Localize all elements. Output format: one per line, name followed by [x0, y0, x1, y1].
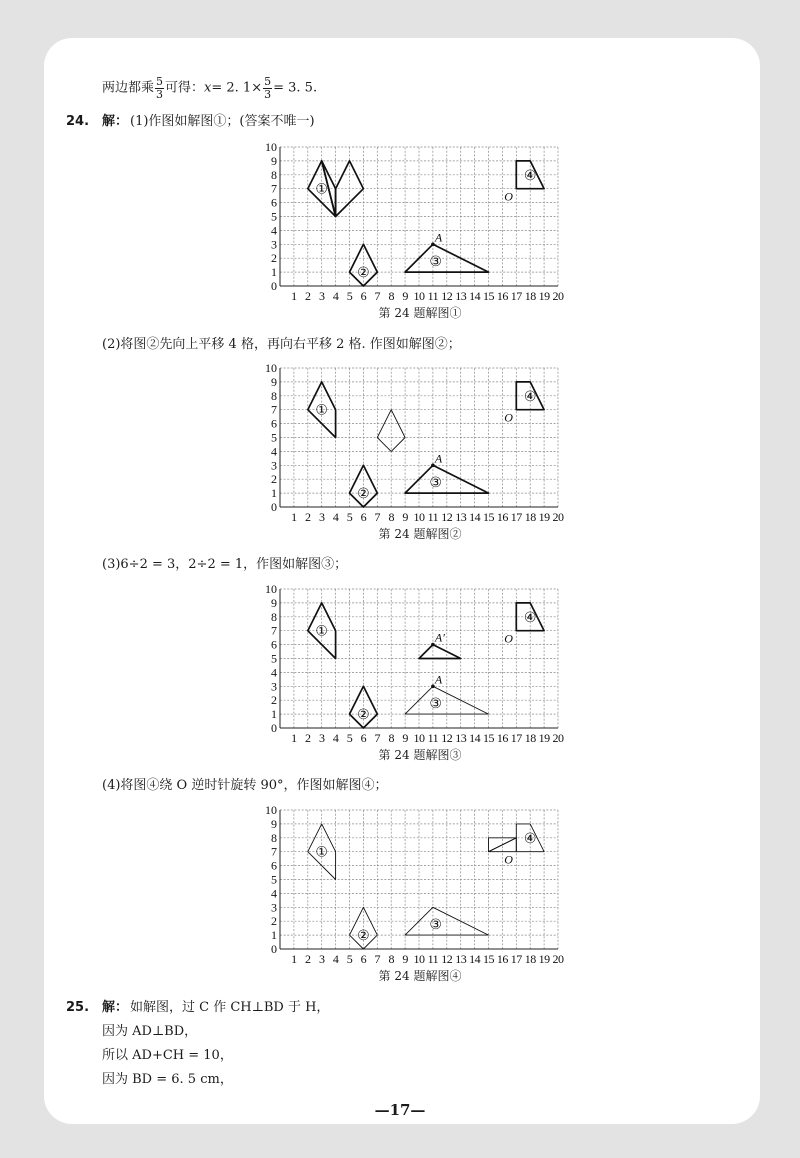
figure-grid-4 — [265, 803, 564, 968]
x-tick-label: 11 — [427, 510, 439, 524]
y-tick-label: 1 — [271, 707, 277, 722]
x-tick-label: 8 — [388, 952, 394, 966]
y-tick-label: 2 — [271, 914, 277, 929]
x-tick-label: 17 — [510, 510, 522, 524]
y-tick-label: 5 — [271, 209, 277, 224]
x-tick-label: 12 — [441, 731, 453, 745]
q25-line3: 所以 AD+CH = 10， — [102, 1048, 233, 1063]
shape-number-label: ② — [357, 707, 370, 724]
page-number: —17— — [374, 1101, 426, 1119]
y-tick-label: 3 — [271, 237, 277, 252]
y-tick-label: 3 — [271, 900, 277, 915]
x-tick-label: 15 — [483, 731, 494, 745]
x-tick-label: 19 — [538, 289, 550, 303]
point-label: A′ — [434, 630, 445, 645]
shape-number-label: ① — [315, 844, 328, 861]
y-tick-label: 5 — [271, 872, 277, 887]
x-tick-label: 14 — [469, 952, 481, 966]
y-tick-label: 8 — [271, 388, 277, 403]
x-tick-label: 10 — [413, 952, 425, 966]
y-tick-label: 6 — [271, 416, 277, 431]
q24-part4: (4)将图④绕 O 逆时针旋转 90°，作图如解图④； — [102, 778, 388, 793]
origin-label: O — [504, 631, 513, 646]
y-tick-label: 0 — [271, 500, 277, 514]
y-tick-label: 10 — [265, 803, 277, 817]
x-tick-label: 20 — [552, 289, 564, 303]
shape-number-label: ① — [315, 181, 328, 198]
origin-label: O — [504, 189, 513, 204]
figure-grid-1 — [265, 140, 564, 305]
y-tick-label: 6 — [271, 858, 277, 873]
y-tick-label: 6 — [271, 637, 277, 652]
equation-line — [102, 76, 317, 100]
y-tick-label: 1 — [271, 928, 277, 943]
shape-number-label: ③ — [429, 474, 442, 491]
x-tick-label: 7 — [374, 952, 381, 966]
x-tick-label: 3 — [318, 731, 325, 745]
x-tick-label: 18 — [524, 510, 536, 524]
shape-number-label: ④ — [523, 167, 537, 184]
q25-number: 25. — [66, 1000, 90, 1015]
x-tick-label: 2 — [305, 731, 311, 745]
y-tick-label: 7 — [271, 402, 277, 417]
x-tick-label: 4 — [332, 510, 339, 524]
q25-line2: 因为 AD⊥BD， — [102, 1024, 198, 1039]
x-tick-label: 9 — [402, 952, 408, 966]
x-tick-label: 19 — [538, 952, 550, 966]
x-tick-label: 18 — [524, 289, 536, 303]
x-tick-label: 7 — [374, 289, 381, 303]
x-tick-label: 14 — [469, 510, 481, 524]
y-tick-label: 2 — [271, 693, 277, 708]
shape-number-label: ③ — [429, 253, 442, 270]
x-tick-label: 7 — [374, 510, 381, 524]
shape-number-label: ① — [315, 402, 328, 419]
x-tick-label: 4 — [332, 731, 339, 745]
x-tick-label: 10 — [413, 289, 425, 303]
x-tick-label: 17 — [510, 731, 522, 745]
y-tick-label: 6 — [271, 195, 277, 210]
x-tick-label: 8 — [388, 510, 394, 524]
x-tick-label: 1 — [291, 289, 297, 303]
x-tick-label: 16 — [496, 289, 508, 303]
y-tick-label: 7 — [271, 844, 277, 859]
q24-number: 24. — [66, 114, 90, 129]
shape-number-label: ④ — [523, 609, 537, 626]
eq-part: = 2. 1× — [211, 80, 263, 96]
eq-x: x — [204, 80, 212, 96]
x-tick-label: 5 — [346, 731, 353, 745]
y-tick-label: 8 — [271, 609, 277, 624]
x-tick-label: 13 — [455, 952, 467, 966]
x-tick-label: 3 — [318, 952, 325, 966]
x-tick-label: 20 — [552, 731, 564, 745]
x-tick-label: 1 — [291, 731, 297, 745]
figure-caption-1: 第 24 题解图① — [378, 306, 462, 320]
x-tick-label: 17 — [510, 952, 522, 966]
y-tick-label: 5 — [271, 651, 277, 666]
x-tick-label: 16 — [496, 510, 508, 524]
x-tick-label: 9 — [402, 731, 408, 745]
y-tick-label: 4 — [271, 444, 277, 459]
x-tick-label: 18 — [524, 731, 536, 745]
shape-number-label: ② — [357, 486, 370, 503]
x-tick-label: 1 — [291, 952, 297, 966]
y-tick-label: 10 — [265, 361, 277, 375]
q25-solution-label: 解： — [102, 1000, 129, 1015]
shape-number-label: ③ — [429, 916, 442, 933]
y-tick-label: 9 — [271, 153, 277, 168]
y-tick-label: 7 — [271, 623, 277, 638]
y-tick-label: 9 — [271, 595, 277, 610]
y-tick-label: 10 — [265, 582, 277, 596]
x-tick-label: 5 — [346, 510, 353, 524]
y-tick-label: 0 — [271, 279, 277, 293]
x-tick-label: 11 — [427, 289, 439, 303]
y-tick-label: 7 — [271, 181, 277, 196]
point-label: A — [434, 672, 443, 687]
frac-num: 5 — [264, 75, 272, 88]
x-tick-label: 15 — [483, 510, 494, 524]
y-tick-label: 4 — [271, 665, 277, 680]
figure-caption-4: 第 24 题解图④ — [378, 969, 462, 983]
y-tick-label: 9 — [271, 374, 277, 389]
y-tick-label: 0 — [271, 721, 277, 735]
origin-label: O — [504, 410, 513, 425]
y-tick-label: 4 — [271, 223, 277, 238]
x-tick-label: 9 — [402, 510, 408, 524]
x-tick-label: 3 — [318, 289, 325, 303]
figure-grid-3 — [265, 582, 564, 747]
y-tick-label: 4 — [271, 886, 277, 901]
x-tick-label: 4 — [332, 952, 339, 966]
y-tick-label: 5 — [271, 430, 277, 445]
x-tick-label: 12 — [441, 952, 453, 966]
shape-number-label: ④ — [523, 830, 537, 847]
figure-grid-2 — [265, 361, 564, 526]
x-tick-label: 13 — [455, 510, 467, 524]
q24-part1: (1)作图如解图①；(答案不唯一) — [130, 114, 315, 129]
x-tick-label: 9 — [402, 289, 408, 303]
frac-den: 3 — [156, 87, 164, 101]
y-tick-label: 0 — [271, 942, 277, 956]
x-tick-label: 15 — [483, 952, 494, 966]
y-tick-label: 2 — [271, 251, 277, 266]
fraction-5-3-b — [263, 76, 272, 100]
x-tick-label: 6 — [360, 952, 367, 966]
x-tick-label: 10 — [413, 731, 425, 745]
x-tick-label: 3 — [318, 510, 325, 524]
x-tick-label: 18 — [524, 952, 536, 966]
x-tick-label: 4 — [332, 289, 339, 303]
x-tick-label: 14 — [469, 731, 481, 745]
x-tick-label: 1 — [291, 510, 297, 524]
y-tick-label: 3 — [271, 458, 277, 473]
x-tick-label: 10 — [413, 510, 425, 524]
y-tick-label: 10 — [265, 140, 277, 154]
fraction-5-3 — [155, 76, 164, 100]
x-tick-label: 16 — [496, 952, 508, 966]
q25-line4: 因为 BD = 6. 5 cm， — [102, 1072, 233, 1087]
q25-line1: 如解图，过 C 作 CH⊥BD 于 H， — [130, 1000, 330, 1015]
x-tick-label: 19 — [538, 731, 550, 745]
x-tick-label: 20 — [552, 952, 564, 966]
x-tick-label: 19 — [538, 510, 550, 524]
x-tick-label: 6 — [360, 731, 367, 745]
x-tick-label: 7 — [374, 731, 381, 745]
point-label: A — [434, 230, 443, 245]
y-tick-label: 1 — [271, 265, 277, 280]
x-tick-label: 8 — [388, 731, 394, 745]
q24-solution-label: 解： — [102, 114, 129, 129]
x-tick-label: 5 — [346, 289, 353, 303]
x-tick-label: 16 — [496, 731, 508, 745]
y-tick-label: 1 — [271, 486, 277, 501]
q24-part3: (3)6÷2 = 3，2÷2 = 1，作图如解图③； — [102, 557, 348, 572]
shape-number-label: ③ — [429, 695, 442, 712]
shape-number-label: ① — [315, 623, 328, 640]
x-tick-label: 14 — [469, 289, 481, 303]
x-tick-label: 17 — [510, 289, 522, 303]
x-tick-label: 15 — [483, 289, 494, 303]
x-tick-label: 12 — [441, 510, 453, 524]
x-tick-label: 12 — [441, 289, 453, 303]
figure-shape — [419, 645, 461, 659]
eq-prefix: 两边都乘 — [102, 80, 155, 96]
y-tick-label: 3 — [271, 679, 277, 694]
y-tick-label: 9 — [271, 816, 277, 831]
x-tick-label: 13 — [455, 731, 467, 745]
q24-part2: (2)将图②先向上平移 4 格，再向右平移 2 格. 作图如解图②； — [102, 337, 461, 352]
x-tick-label: 2 — [305, 510, 311, 524]
x-tick-label: 6 — [360, 510, 367, 524]
eq-middle: 可得： — [165, 80, 205, 96]
x-tick-label: 11 — [427, 952, 439, 966]
x-tick-label: 11 — [427, 731, 439, 745]
y-tick-label: 8 — [271, 167, 277, 182]
x-tick-label: 2 — [305, 952, 311, 966]
figure-caption-3: 第 24 题解图③ — [378, 748, 462, 762]
x-tick-label: 2 — [305, 289, 311, 303]
figure-caption-2: 第 24 题解图② — [378, 527, 462, 541]
origin-label: O — [504, 852, 513, 867]
x-tick-label: 20 — [552, 510, 564, 524]
x-tick-label: 13 — [455, 289, 467, 303]
shape-number-label: ④ — [523, 388, 537, 405]
x-tick-label: 5 — [346, 952, 353, 966]
x-tick-label: 8 — [388, 289, 394, 303]
shape-number-label: ② — [357, 265, 370, 282]
x-tick-label: 6 — [360, 289, 367, 303]
point-label: A — [434, 451, 443, 466]
y-tick-label: 2 — [271, 472, 277, 487]
frac-num: 5 — [156, 75, 164, 88]
shape-number-label: ② — [357, 928, 370, 945]
y-tick-label: 8 — [271, 830, 277, 845]
eq-result: = 3. 5. — [273, 80, 318, 96]
frac-den: 3 — [264, 87, 272, 101]
